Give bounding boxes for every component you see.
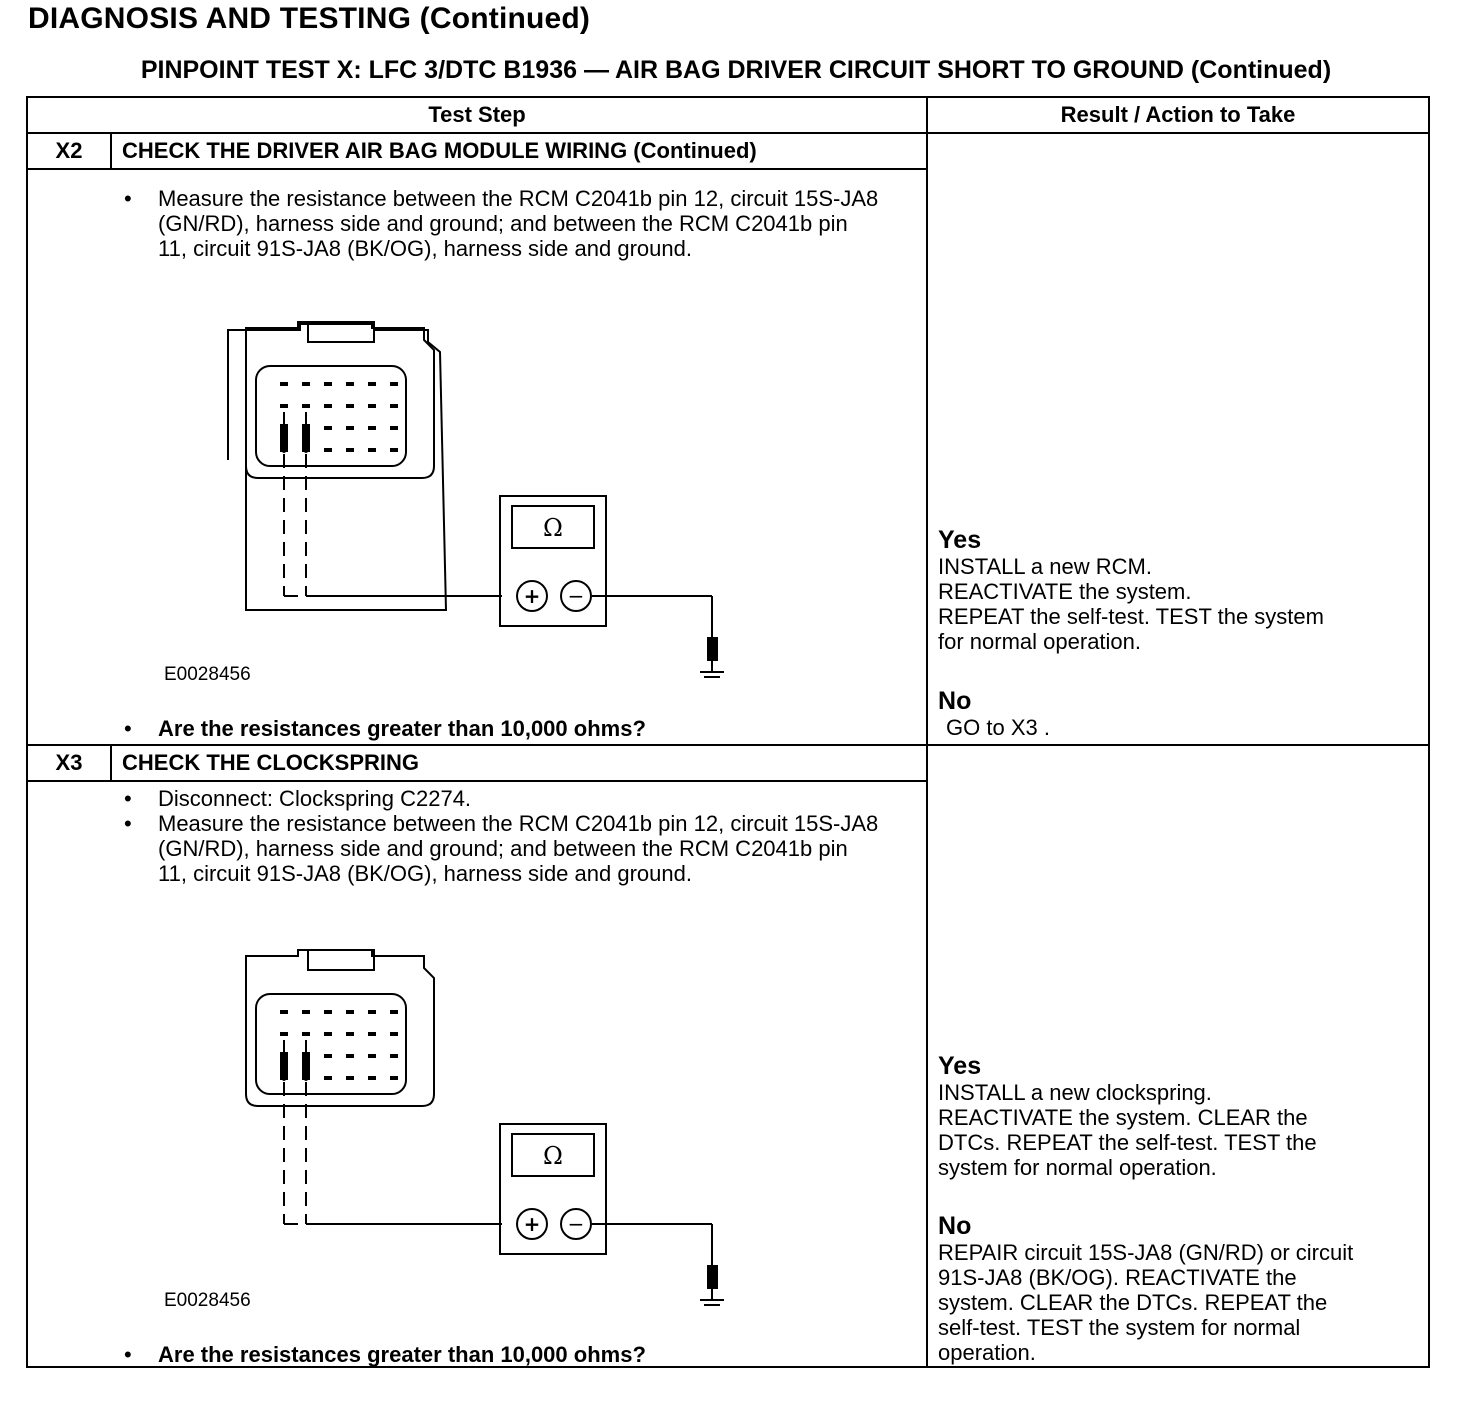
ohm-symbol: Ω — [543, 1142, 563, 1170]
instruction-list — [120, 186, 880, 261]
instruction-item: • Disconnect: Clockspring C2274. — [120, 786, 880, 811]
result-yes-x2 — [938, 526, 1424, 654]
connector-meter-diagram — [208, 948, 728, 1313]
no-label: No — [938, 1212, 972, 1240]
yes-label: Yes — [938, 526, 982, 554]
pin-array-icon — [280, 382, 398, 452]
figure-code: E0028456 — [164, 664, 251, 685]
yes-line: REACTIVATE the system. — [938, 579, 1192, 604]
yes-line: system for normal operation. — [938, 1155, 1217, 1180]
result-no-x2 — [938, 687, 1424, 740]
instruction-item: • Measure the resistance between the RCM C2041b pin 12, circuit 15S-JA8 (GN/RD), harness side and ground; and between the RCM C2041b pin 11, circuit 91S-JA8 (BK/OG), harness side and ground. — [120, 811, 880, 886]
connector-body-icon — [246, 950, 434, 1106]
yes-line: INSTALL a new RCM. — [938, 554, 1152, 579]
pinpoint-test-title: PINPOINT TEST X: LFC 3/DTC B1936 — AIR BAG DRIVER CIRCUIT SHORT TO GROUND (Continued) — [140, 56, 1332, 84]
instruction-list — [120, 786, 880, 886]
no-line: self-test. TEST the system for normal — [938, 1315, 1301, 1340]
result-no-x3 — [938, 1212, 1424, 1365]
no-line: 91S-JA8 (BK/OG). REACTIVATE the — [938, 1265, 1297, 1290]
figure-code: E0028456 — [164, 1290, 251, 1311]
multimeter-icon — [500, 496, 606, 626]
no-label: No — [938, 687, 972, 715]
ohm-symbol: Ω — [543, 514, 563, 542]
step-title-x2: CHECK THE DRIVER AIR BAG MODULE WIRING (Continued) — [111, 133, 927, 169]
step-content-x3 — [27, 781, 927, 1367]
result-cell-x3 — [927, 745, 1429, 1367]
yes-line: for normal operation. — [938, 629, 1142, 654]
diagram-svg — [208, 948, 728, 1308]
pinpoint-test-table — [26, 96, 1430, 1368]
probe-leads — [284, 1082, 502, 1224]
no-line: system. CLEAR the DTCs. REPEAT the — [938, 1290, 1328, 1315]
step-title-x3: CHECK THE CLOCKSPRING — [111, 745, 927, 781]
pin-array-icon — [280, 1010, 398, 1080]
column-header-result: Result / Action to Take — [927, 97, 1429, 133]
multimeter-icon — [500, 1124, 606, 1254]
minus-symbol: − — [567, 584, 585, 608]
step-id-x2: X2 — [27, 133, 111, 169]
probe-icons — [280, 1040, 310, 1081]
test-question: • Are the resistances greater than 10,000 ohms? — [120, 1342, 918, 1368]
step-id-x3: X3 — [27, 745, 111, 781]
probe-icons — [280, 412, 310, 453]
step-content-x2 — [27, 169, 927, 745]
yes-line: REPEAT the self-test. TEST the system — [938, 604, 1324, 629]
probe-leads — [284, 454, 502, 596]
yes-label: Yes — [938, 1052, 982, 1080]
yes-line: REACTIVATE the system. CLEAR the — [938, 1105, 1308, 1130]
test-question: • Are the resistances greater than 10,000 ohms? — [120, 716, 918, 742]
column-header-test-step: Test Step — [27, 97, 927, 133]
ground-icon — [592, 596, 724, 680]
yes-line: INSTALL a new clockspring. — [938, 1080, 1212, 1105]
diagram-svg — [208, 320, 728, 680]
result-cell-x2 — [927, 133, 1429, 745]
no-line: operation. — [938, 1340, 1036, 1365]
no-line: REPAIR circuit 15S-JA8 (GN/RD) or circuit — [938, 1240, 1354, 1265]
plus-symbol: + — [523, 1212, 541, 1236]
yes-line: DTCs. REPEAT the self-test. TEST the — [938, 1130, 1317, 1155]
connector-meter-diagram — [208, 320, 728, 685]
result-yes-x3 — [938, 1052, 1424, 1180]
ground-icon — [592, 1224, 724, 1308]
instruction-item: • Measure the resistance between the RCM C2041b pin 12, circuit 15S-JA8 (GN/RD), harness side and ground; and between the RCM C2041b pin 11, circuit 91S-JA8 (BK/OG), harness side and ground. — [120, 186, 880, 261]
no-action-link[interactable]: GO to X3 . — [946, 715, 1050, 740]
minus-symbol: − — [567, 1212, 585, 1236]
page-title: DIAGNOSIS AND TESTING (Continued) — [28, 2, 591, 35]
connector-body-icon — [246, 322, 434, 478]
plus-symbol: + — [523, 584, 541, 608]
